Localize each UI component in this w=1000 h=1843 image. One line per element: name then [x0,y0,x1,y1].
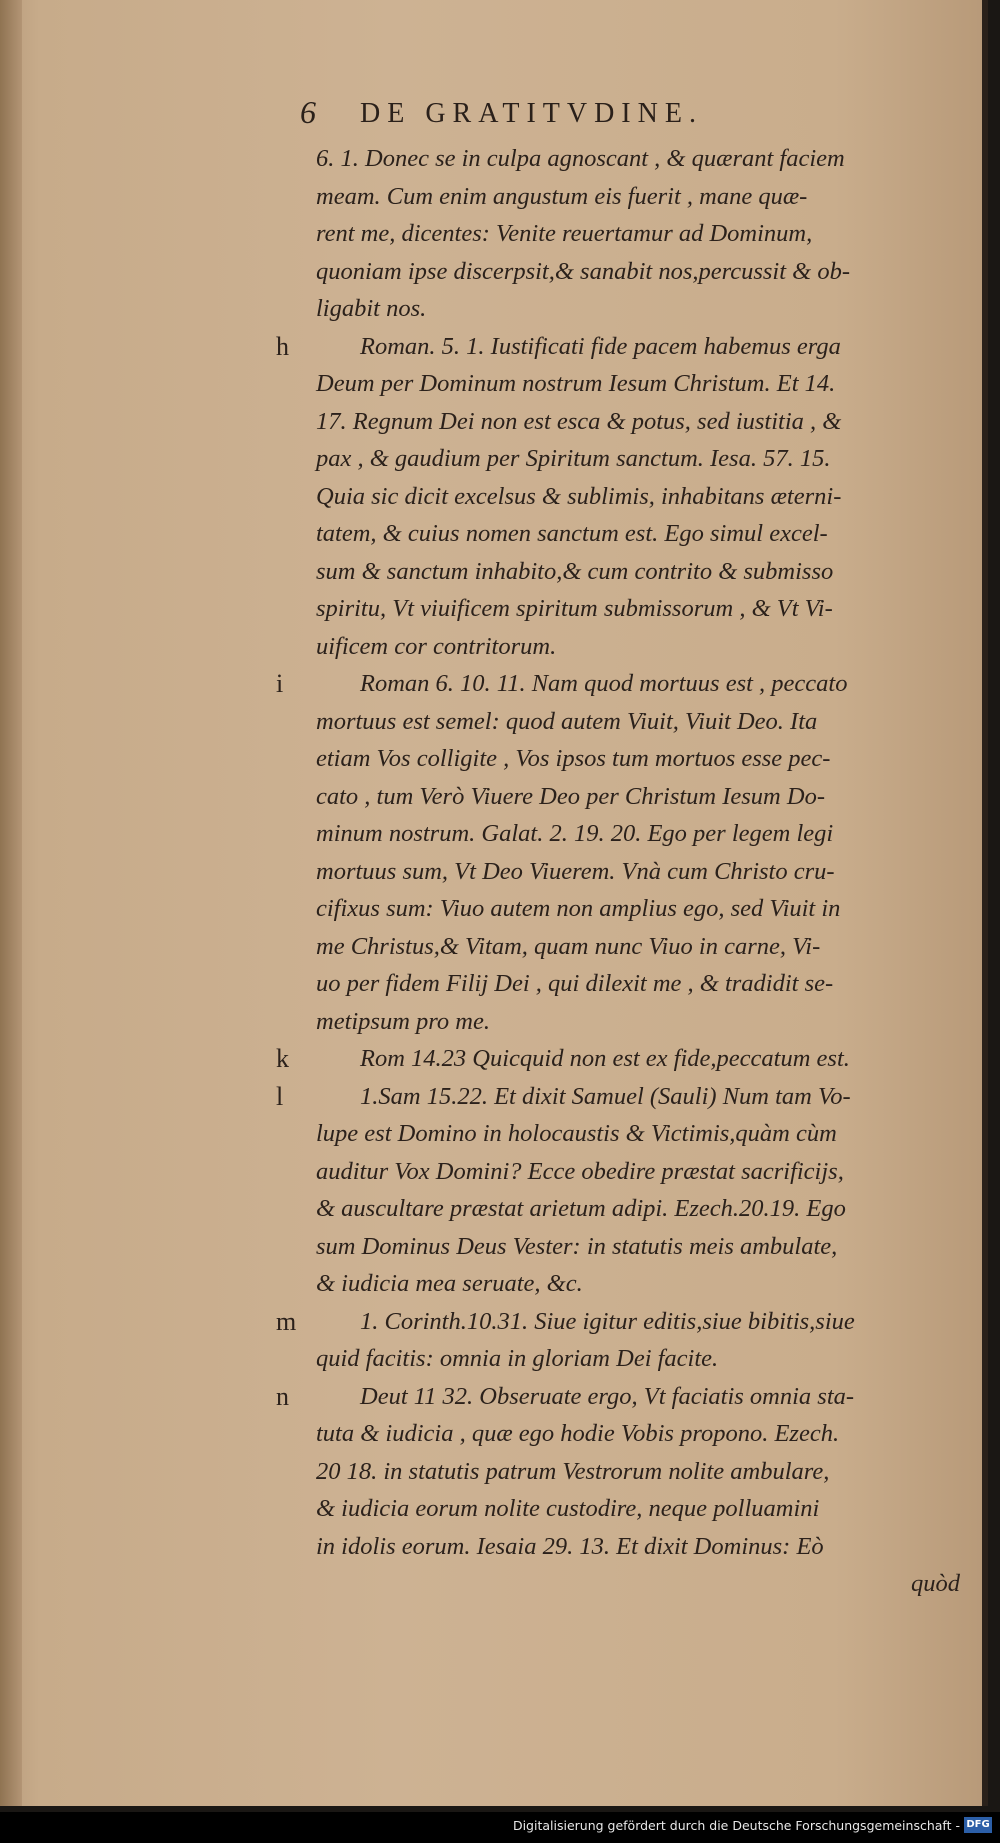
text-line: 17. Regnum Dei non est esca & potus, sed iustitia , & [316,407,842,435]
footnote-k [276,1040,964,1078]
text-line: mortuus est semel: quod autem Viuit, Viuit Deo. Ita [316,707,818,735]
text-line: Roman. 5. 1. Iustificati fide pacem habemus erga [360,332,841,360]
footer-credit: Digitalisierung gefördert durch die Deutsche Forschungsgemeinschaft - [512,1818,960,1833]
text-line: 6. 1. Donec se in culpa agnoscant , & quærant faciem [316,145,845,172]
text-line: Roman 6. 10. 11. Nam quod mortuus est , peccato [360,670,848,697]
running-title: DE GRATITVDINE. [360,98,703,129]
text-line: cato , tum Verò Viuere Deo per Christum Iesum Do- [316,782,825,810]
text-line: minum nostrum. Galat. 2. 19. 20. Ego per legem legi [316,820,834,847]
text-line: pax , & gaudium per Spiritum sanctum. Iesa. 57. 15. [316,445,831,472]
notes-list [276,140,964,1565]
text-line: uo per fidem Filij Dei , qui dilexit me , & tradidit se- [316,970,834,997]
notes-text-block [276,140,964,1603]
footnote-h [276,328,964,666]
text-line: mortuus sum, Vt Deo Viuerem. Vnà cum Christo cru- [316,857,835,885]
page-number: 6 [300,94,316,130]
footnote-mark: k [276,1044,289,1073]
text-line: 1. Corinth.10.31. Siue igitur editis,siue bibitis,siue [360,1307,855,1335]
footnote-continued [316,140,964,328]
text-line: sum Dominus Deus Vester: in statutis meis ambulate, [316,1232,838,1260]
text-line: in idolis eorum. Iesaia 29. 13. Et dixit Dominus: Eò [316,1532,824,1560]
text-line: tuta & iudicia , quæ ego hodie Vobis propono. Ezech. [316,1420,840,1447]
footnote-mark: i [276,669,284,698]
footnote-n [276,1378,964,1566]
text-line: quid facitis: omnia in gloriam Dei facite. [316,1345,719,1372]
text-line: Quia sic dicit excelsus & sublimis, inhabitans æterni- [316,482,842,510]
text-line: Deum per Dominum nostrum Iesum Christum. Et 14. [316,370,836,397]
footnote-mark: h [276,331,289,361]
dfg-logo: DFG [964,1817,992,1833]
text-line: me Christus,& Vitam, quam nunc Viuo in carne, Vi- [316,932,821,960]
page-edge [0,0,22,1806]
text-line: 20 18. in statutis patrum Vestrorum nolite ambulare, [316,1457,830,1485]
text-line: & iudicia eorum nolite custodire, neque polluamini [316,1495,820,1522]
footer-bar [0,1812,1000,1843]
footnote-m [276,1303,964,1378]
footnote-mark: n [276,1381,289,1411]
text-line: cifixus sum: Viuo autem non amplius ego, sed Viuit in [316,895,841,922]
footnote-l [276,1078,964,1303]
footnote-i [276,665,964,1040]
text-line: tatem, & cuius nomen sanctum est. Ego simul excel- [316,520,828,547]
text-line: Rom 14.23 Quicquid non est ex fide,peccatum est. [360,1045,850,1072]
text-line: 1.Sam 15.22. Et dixit Samuel (Sauli) Num tam Vo- [360,1082,851,1110]
text-line: spiritu, Vt viuificem spiritum submissorum , & Vt Vi- [316,595,833,622]
text-line: meam. Cum enim angustum eis fuerit , mane quæ- [316,182,808,210]
catchword: quòd [911,1570,960,1597]
footnote-mark: l [276,1081,284,1111]
text-line: etiam Vos colligite , Vos ipsos tum mortuos esse pec- [316,745,831,772]
text-line: Deut 11 32. Obseruate ergo, Vt faciatis omnia sta- [360,1382,855,1410]
text-line: rent me, dicentes: Venite reuertamur ad Dominum, [316,220,813,247]
text-line: ligabit nos. [316,295,427,322]
text-line: auditur Vox Domini? Ecce obedire præstat sacrificijs, [316,1157,844,1185]
text-line: sum & sanctum inhabito,& cum contrito & submisso [316,557,834,585]
text-line: uificem cor contritorum. [316,632,557,660]
text-line: & iudicia mea seruate, &c. [316,1270,583,1297]
text-line: lupe est Domino in holocaustis & Victimis,quàm cùm [316,1120,837,1147]
text-line: quoniam ipse discerpsit,& sanabit nos,percussit & ob- [316,257,850,285]
text-line: & auscultare præstat arietum adipi. Ezech.20.19. Ego [316,1195,846,1222]
footnote-mark: m [276,1306,297,1336]
text-line: metipsum pro me. [316,1007,490,1035]
